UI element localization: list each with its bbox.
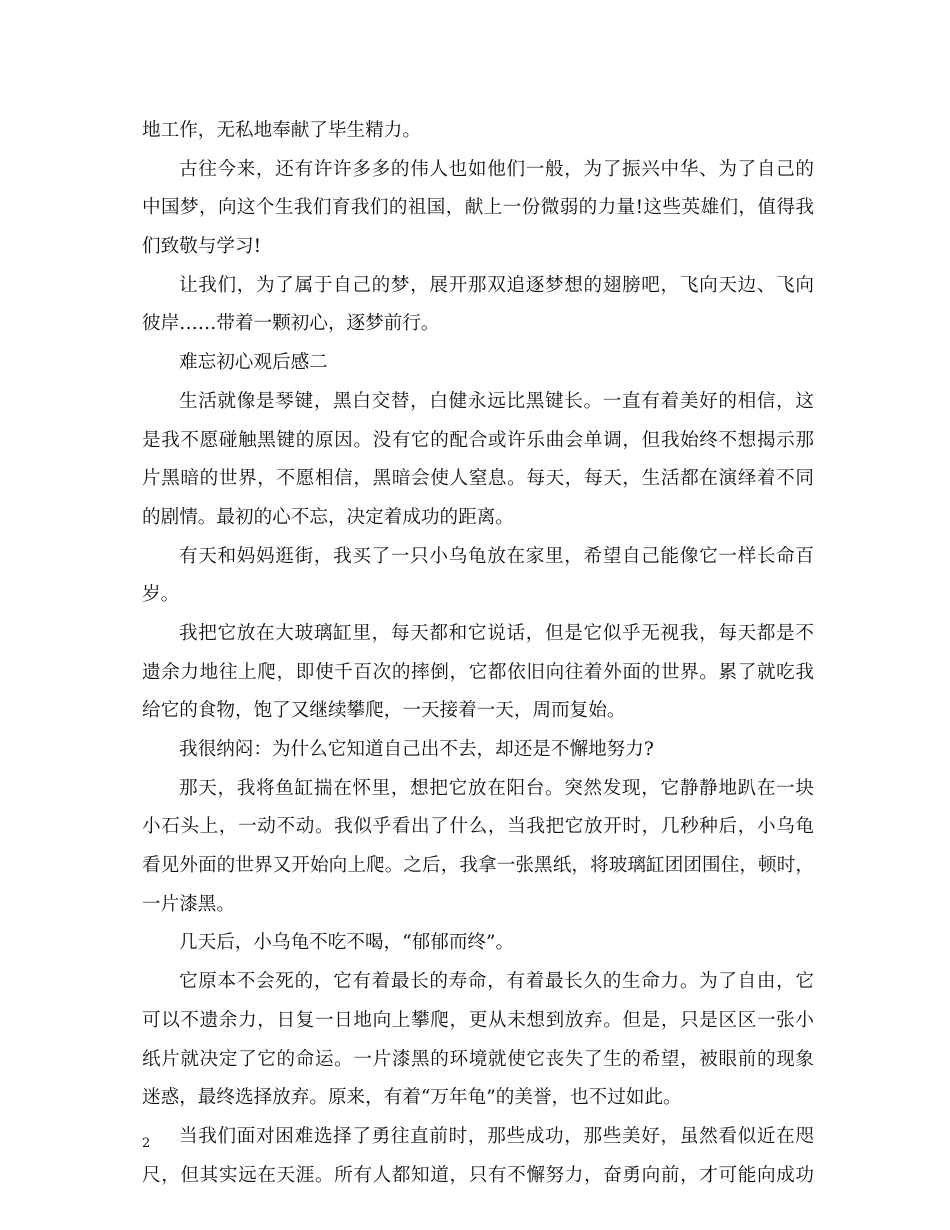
text-line: 纸片就决定了它的命运。一片漆黑的环境就使它丧失了生的希望，被眼前的现象 <box>142 1048 814 1070</box>
text-line: 有天和妈妈逛街，我买了一只小乌龟放在家里，希望自己能像它一样长命百 <box>179 545 814 567</box>
text-line: 当我们面对困难选择了勇往直前时，那些成功，那些美好，虽然看似近在咫 <box>179 1125 814 1147</box>
text-line: 几天后，小乌龟不吃不喝，“郁郁而终”。 <box>179 932 515 954</box>
text-line: 小石头上，一动不动。我似乎看出了什么，当我把它放开时，几秒种后，小乌龟 <box>142 816 814 838</box>
text-line: 难忘初心观后感二 <box>179 352 328 374</box>
text-line: 给它的食物，饱了又继续攀爬，一天接着一天，周而复始。 <box>142 700 626 722</box>
text-line: 片黑暗的世界，不愿相信，黑暗会使人窒息。每天，每天，生活都在演绎着不同 <box>142 468 814 490</box>
text-line: 遗余力地往上爬，即使千百次的摔倒，它都依旧向往着外面的世界。累了就吃我 <box>142 661 814 683</box>
text-line: 的剧情。最初的心不忘，决定着成功的距离。 <box>142 506 514 528</box>
text-line: 彼岸……带着一颗初心，逐梦前行。 <box>142 313 440 335</box>
text-line: 它原本不会死的，它有着最长的寿命，有着最长久的生命力。为了自由，它 <box>179 971 814 993</box>
body-text <box>142 112 814 1195</box>
text-line: 地工作，无私地奉献了毕生精力。 <box>142 120 421 141</box>
text-line: 迷惑，最终选择放弃。原来，有着“万年龟”的美誉，也不过如此。 <box>142 1087 682 1109</box>
text-line: 尺，但其实远在天涯。所有人都知道，只有不懈努力，奋勇向前，才可能向成功 <box>142 1164 814 1186</box>
text-line: 让我们，为了属于自己的梦，展开那双追逐梦想的翅膀吧，飞向天边、飞向 <box>179 274 814 296</box>
text-line: 生活就像是琴键，黑白交替，白健永远比黑键长。一直有着美好的相信，这 <box>179 390 814 412</box>
text-line: 们致敬与学习! <box>142 236 262 258</box>
text-line: 可以不遗余力，日复一日地向上攀爬，更从未想到放弃。但是，只是区区一张小 <box>142 1009 814 1031</box>
text-line: 一片漆黑。 <box>142 893 235 915</box>
text-line: 我很纳闷：为什么它知道自己出不去，却还是不懈地努力? <box>179 739 654 760</box>
text-line: 是我不愿碰触黑键的原因。没有它的配合或许乐曲会单调，但我始终不想揭示那 <box>142 429 814 451</box>
text-line: 岁。 <box>142 584 180 606</box>
text-line: 看见外面的世界又开始向上爬。之后，我拿一张黑纸，将玻璃缸团团围住，顿时， <box>142 855 814 877</box>
text-line: 那天，我将鱼缸揣在怀里，想把它放在阳台。突然发现，它静静地趴在一块 <box>179 777 814 799</box>
text-line: 我把它放在大玻璃缸里，每天都和它说话，但是它似乎无视我，每天都是不 <box>179 622 814 644</box>
text-line: 中国梦，向这个生我们育我们的祖国，献上一份微弱的力量!这些英雄们，值得我 <box>142 197 814 219</box>
text-line: 古往今来，还有许许多多的伟人也如他们一般，为了振兴中华、为了自己的 <box>179 158 814 180</box>
page-number: 2 <box>142 1136 151 1151</box>
